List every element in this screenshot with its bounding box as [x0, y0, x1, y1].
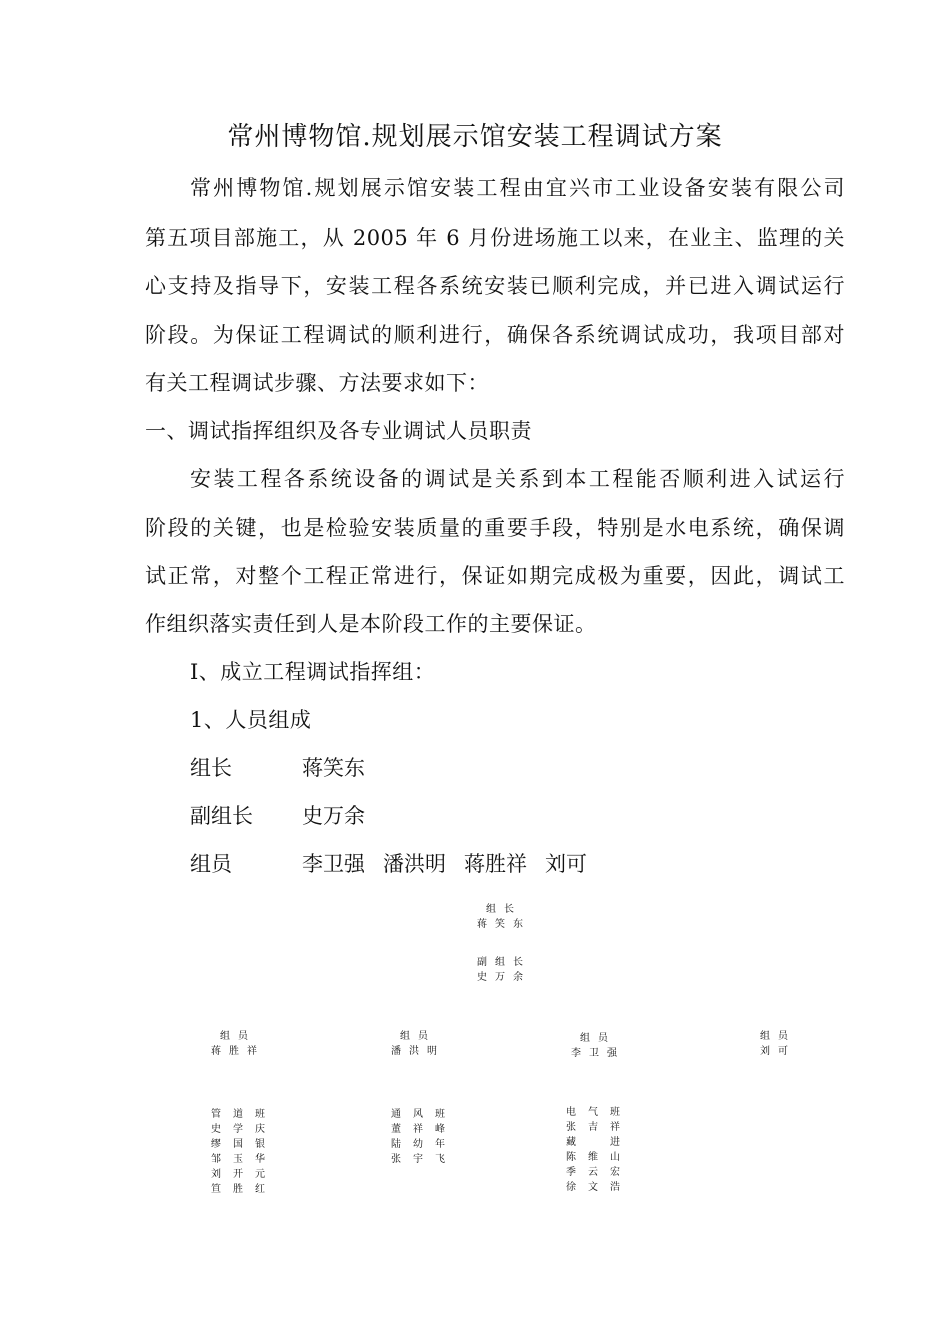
subheading-1: 1、人员组成 [190, 708, 312, 732]
chart-member-name-1: 蒋胜祥 [211, 1046, 265, 1057]
paragraph1-line-4: 阶段。为保证工程调试的顺利进行，确保各系统调试成功，我项目部对 [145, 323, 845, 347]
chart-member-role-4: 组员 [760, 1031, 796, 1042]
member-role: 组员 [190, 852, 232, 876]
paragraph2-line-1: 安装工程各系统设备的调试是关系到本工程能否顺利进入试运行 [190, 467, 845, 491]
chart-member-node-1 [178, 1029, 298, 1059]
team-electrical-line: 藏 进 [566, 1137, 632, 1148]
chart-team-ventilation [391, 1107, 471, 1167]
paragraph1-line-2: 第五项目部施工，从 2005 年 6 月份进场施工以来，在业主、监理的关 [145, 226, 845, 250]
team-pipe-line: 史学庆 [211, 1124, 277, 1135]
team-electrical-line: 徐文浩 [566, 1182, 632, 1193]
chart-team-electrical [566, 1105, 646, 1195]
member-name-2: 潘洪明 [383, 852, 446, 876]
chart-member-node-4 [718, 1029, 838, 1059]
team-electrical-line: 陈维山 [566, 1152, 632, 1163]
member-name-1: 李卫强 [302, 852, 365, 876]
chart-member-role-1: 组员 [220, 1031, 256, 1042]
chart-leader-node [444, 902, 564, 932]
leader-name: 蒋笑东 [302, 756, 365, 780]
member-name-4: 刘可 [545, 852, 587, 876]
chart-member-name-3: 李卫强 [571, 1048, 625, 1059]
team-ventilation-line: 通风班 [391, 1109, 457, 1120]
team-pipe-line: 笪胜红 [211, 1184, 277, 1195]
chart-member-name-4: 刘可 [760, 1046, 796, 1057]
team-pipe-line: 刘开元 [211, 1169, 277, 1180]
paragraph1-line-1: 常州博物馆.规划展示馆安装工程由宜兴市工业设备安装有限公司 [190, 176, 845, 200]
chart-member-role-2: 组员 [400, 1031, 436, 1042]
chart-leader-name: 蒋笑东 [477, 919, 531, 930]
chart-member-node-2 [358, 1029, 478, 1059]
subheading-I: Ⅰ、成立工程调试指挥组： [190, 660, 436, 684]
paragraph2-line-3: 试正常，对整个工程正常进行，保证如期完成极为重要，因此，调试工 [145, 564, 845, 588]
document-title: 常州博物馆.规划展示馆安装工程调试方案 [227, 122, 723, 152]
leader-role: 组长 [190, 756, 232, 780]
team-electrical-line: 季云宏 [566, 1167, 632, 1178]
chart-deputy-role: 副组长 [477, 957, 531, 968]
member-name-3: 蒋胜祥 [464, 852, 527, 876]
team-electrical-line: 电气班 [566, 1107, 632, 1118]
deputy-role: 副组长 [190, 804, 253, 828]
paragraph1-line-3: 心支持及指导下，安装工程各系统安装已顺利完成，并已进入调试运行 [145, 274, 845, 298]
chart-leader-role: 组长 [486, 904, 522, 915]
team-pipe-line: 邹玉华 [211, 1154, 277, 1165]
chart-member-role-3: 组员 [580, 1033, 616, 1044]
team-pipe-line: 缪国银 [211, 1139, 277, 1150]
section1-heading: 一、调试指挥组织及各专业调试人员职责 [145, 419, 532, 443]
chart-member-node-3 [538, 1031, 658, 1061]
team-ventilation-line: 张宇飞 [391, 1154, 457, 1165]
paragraph2-line-2: 阶段的关键，也是检验安装质量的重要手段，特别是水电系统，确保调 [145, 516, 845, 540]
chart-deputy-name: 史万余 [477, 972, 531, 983]
team-pipe-line: 管道班 [211, 1109, 277, 1120]
deputy-name: 史万余 [302, 804, 365, 828]
paragraph1-line-5: 有关工程调试步骤、方法要求如下： [145, 371, 489, 395]
team-ventilation-line: 董祥峰 [391, 1124, 457, 1135]
team-ventilation-line: 陆幼年 [391, 1139, 457, 1150]
team-electrical-line: 张吉祥 [566, 1122, 632, 1133]
chart-member-name-2: 潘洪明 [391, 1046, 445, 1057]
chart-deputy-node [444, 955, 564, 985]
paragraph2-line-4: 作组织落实责任到人是本阶段工作的主要保证。 [145, 612, 597, 636]
chart-team-pipe [211, 1107, 291, 1197]
